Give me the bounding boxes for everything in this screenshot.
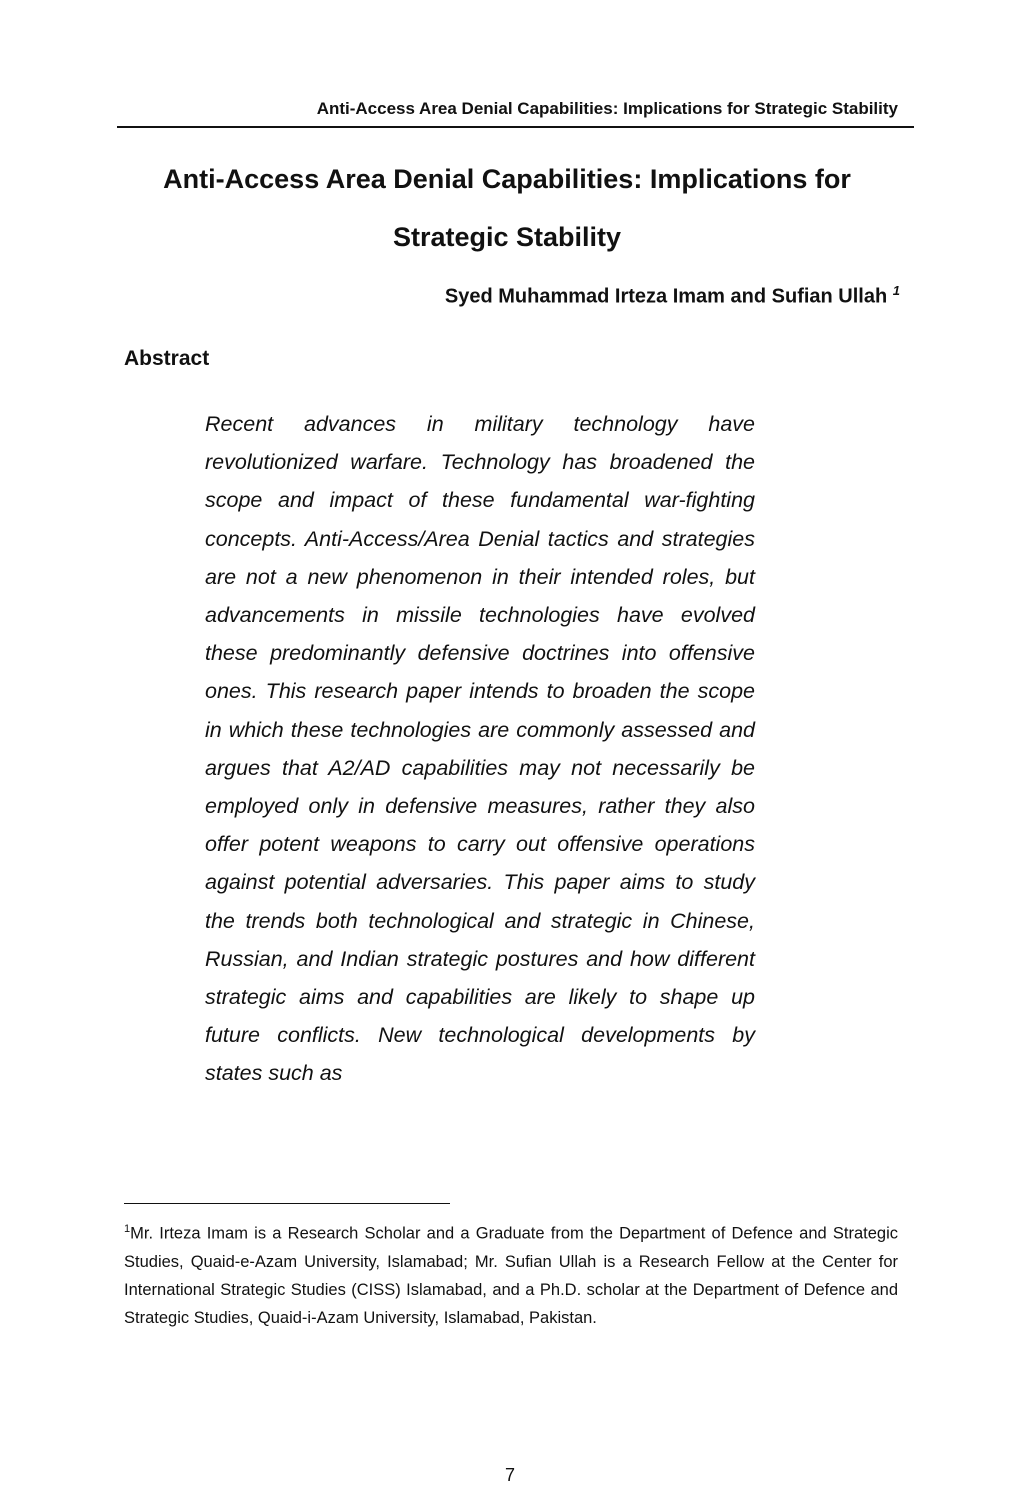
footnote-divider [124,1203,450,1204]
page-number: 7 [504,1465,515,1485]
title-line-1: Anti-Access Area Denial Capabilities: Implications for [163,164,851,194]
running-header: Anti-Access Area Denial Capabilities: Implications for Strategic Stability [316,99,898,118]
footnote [124,1215,898,1333]
footnote-marker: 1 [124,1223,131,1235]
abstract-heading: Abstract [124,347,210,370]
abstract-body: Recent advances in military technology have revolutionized warfare. Technology has broadened the scope and impact of these fundamental war-fighting concepts. Anti-Access/Area Denial tactics and strategies are not a new phenomenon in their intended roles, but advancements in missile technologies have evolved these predominantly defensive doctrines into offensive ones. This research paper intends to broaden the scope in which these technologies are commonly assessed and argues that A2/AD capabilities may not necessarily be employed only in defensive measures, rather they also offer potent weapons to carry out offensive operations against potential adversaries. This paper aims to study the trends both technological and strategic in Chinese, Russian, and Indian strategic postures and how different strategic aims and capabilities are likely to shape up future conflicts. New technological developments by states such as [205,412,755,1086]
paper-title [117,150,897,266]
header-divider [117,126,914,128]
author-line [117,283,900,309]
title-line-2: Strategic Stability [392,222,622,252]
author-names: Syed Muhammad Irteza Imam and Sufian Ullah [444,285,888,308]
author-footnote-marker: 1 [892,283,900,298]
footnote-text: Mr. Irteza Imam is a Research Scholar and a Graduate from the Department of Defence and Strategic Studies, Quaid-e-Azam University, Islamabad; Mr. Sufian Ullah is a Research Fellow at the Center for International Strategic Studies (CISS) Islamabad, and a Ph.D. scholar at the Department of Defence and Strategic Studies, Quaid-i-Azam University, Islamabad, Pakistan. [124,1224,898,1328]
